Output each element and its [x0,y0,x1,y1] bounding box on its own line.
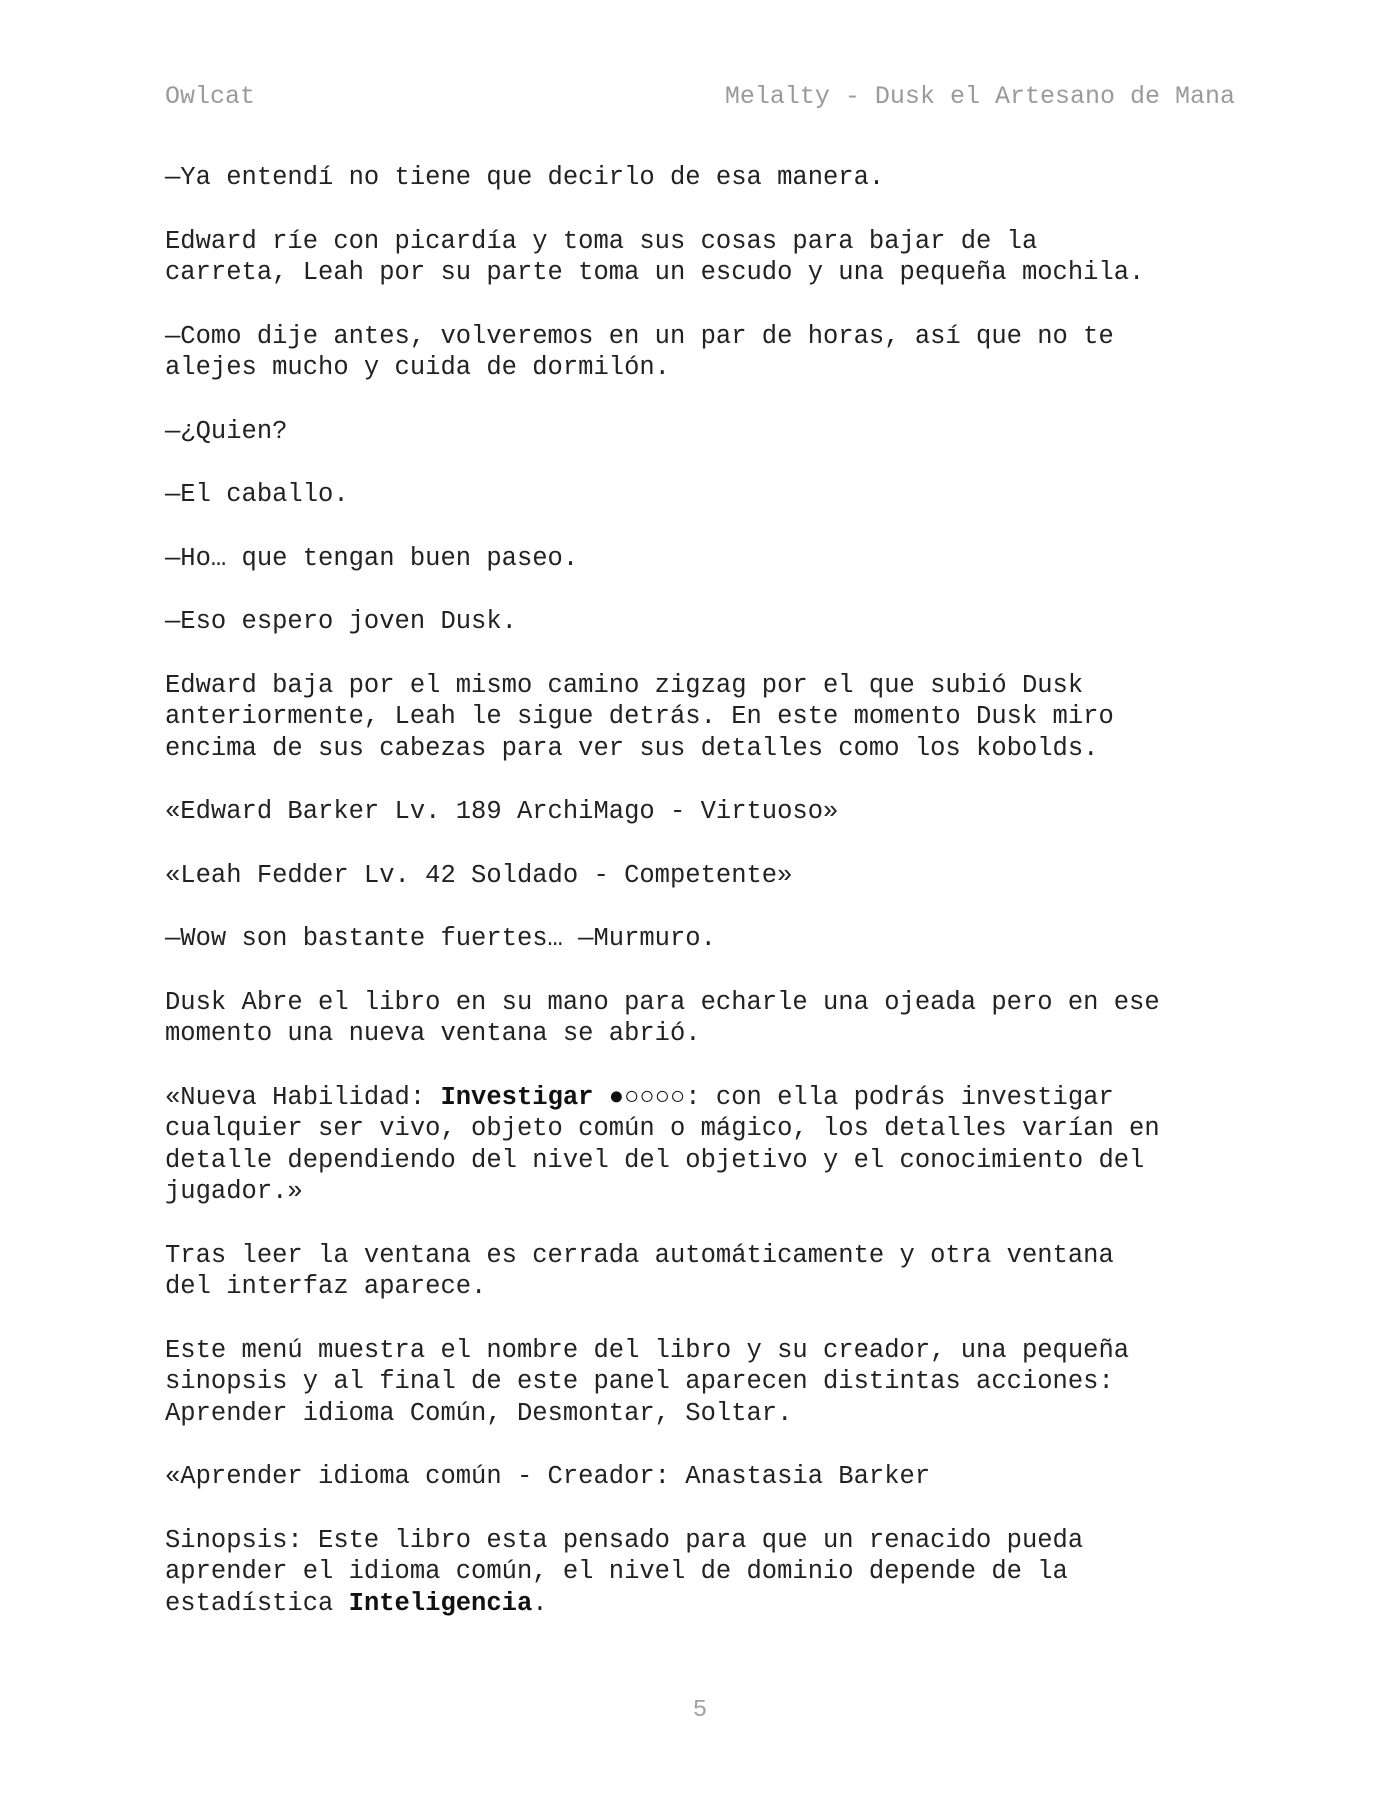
skill-name: Investigar ●○○○○ [440,1082,686,1112]
page-number: 5 [692,1697,708,1724]
paragraph [165,860,1245,892]
paragraph [165,1335,1245,1430]
paragraph [165,987,1245,1050]
skill-prefix: «Nueva Habilidad: [165,1082,441,1112]
skill-line: jugador.» [165,1177,303,1206]
paragraph [165,1240,1245,1303]
text-line: «Edward Barker Lv. 189 ArchiMago - Virtuoso» [165,797,839,826]
text-line: alejes mucho y cuida de dormilón. [165,353,670,382]
text-line: «Leah Fedder Lv. 42 Soldado - Competente» [165,860,793,890]
paragraph-group [165,1240,1245,1493]
sinopsis-line: Sinopsis: Este libro esta pensado para que un renacido pueda [165,1525,1084,1555]
text-line: Edward ríe con picardía y toma sus cosas para bajar de la [165,226,1038,256]
text-line: —Como dije antes, volveremos en un par de horas, así que no te [165,321,1114,351]
skill-suffix: : con ella podrás investigar [685,1082,1114,1112]
paragraph [165,226,1245,289]
paragraph [165,670,1245,765]
text-line: del interfaz aparece. [165,1272,487,1301]
paragraph [165,1461,1245,1493]
paragraph [165,479,1245,511]
text-line: —El caballo. [165,480,349,509]
sinopsis-prefix: estadística [165,1588,349,1618]
text-line: Edward baja por el mismo camino zigzag por el que subió Dusk [165,670,1084,700]
text-line: Dusk Abre el libro en su mano para echarle una ojeada pero en ese [165,987,1160,1017]
text-line: carreta, Leah por su parte toma un escudo y una pequeña mochila. [165,258,1145,287]
text-line: Aprender idioma Común, Desmontar, Soltar. [165,1398,793,1428]
text-line: —Ho… que tengan buen paseo. [165,543,579,573]
paragraph [165,416,1245,448]
page-header [165,82,1235,114]
text-line: anteriormente, Leah le sigue detrás. En este momento Dusk miro [165,702,1114,731]
paragraph [165,796,1245,828]
paragraph [165,321,1245,384]
sinopsis-paragraph [165,1525,1245,1620]
sinopsis-line: aprender el idioma común, el nivel de dominio depende de la [165,1557,1068,1586]
text-line: sinopsis y al final de este panel aparecen distintas acciones: [165,1367,1114,1396]
text-line: encima de sus cabezas para ver sus detalles como los kobolds. [165,733,1099,763]
text-line: Tras leer la ventana es cerrada automáticamente y otra ventana [165,1240,1114,1270]
skill-paragraph [165,1082,1245,1208]
skill-line: detalle dependiendo del nivel del objetivo y el conocimiento del [165,1145,1145,1175]
header-book-title: Melalty - Dusk el Artesano de Mana [724,82,1235,111]
skill-line: cualquier ser vivo, objeto común o mágico, los detalles varían en [165,1114,1160,1143]
text-line: «Aprender idioma común - Creador: Anastasia Barker [165,1462,931,1491]
text-line: —Wow son bastante fuertes… —Murmuro. [165,924,716,953]
paragraph [165,606,1245,638]
paragraph [165,162,1245,194]
text-line: —Eso espero joven Dusk. [165,607,517,636]
text-line: —¿Quien? [165,416,288,446]
page-body [165,162,1245,1651]
paragraph [165,923,1245,955]
text-line: —Ya entendí no tiene que decirlo de esa manera. [165,163,885,192]
sinopsis-suffix: . [532,1588,548,1618]
paragraph-group [165,162,1245,1050]
text-line: momento una nueva ventana se abrió. [165,1019,701,1048]
header-author: Owlcat [165,82,256,111]
sinopsis-bold-stat: Inteligencia [348,1588,533,1618]
text-line: Este menú muestra el nombre del libro y su creador, una pequeña [165,1335,1130,1365]
paragraph [165,543,1245,575]
